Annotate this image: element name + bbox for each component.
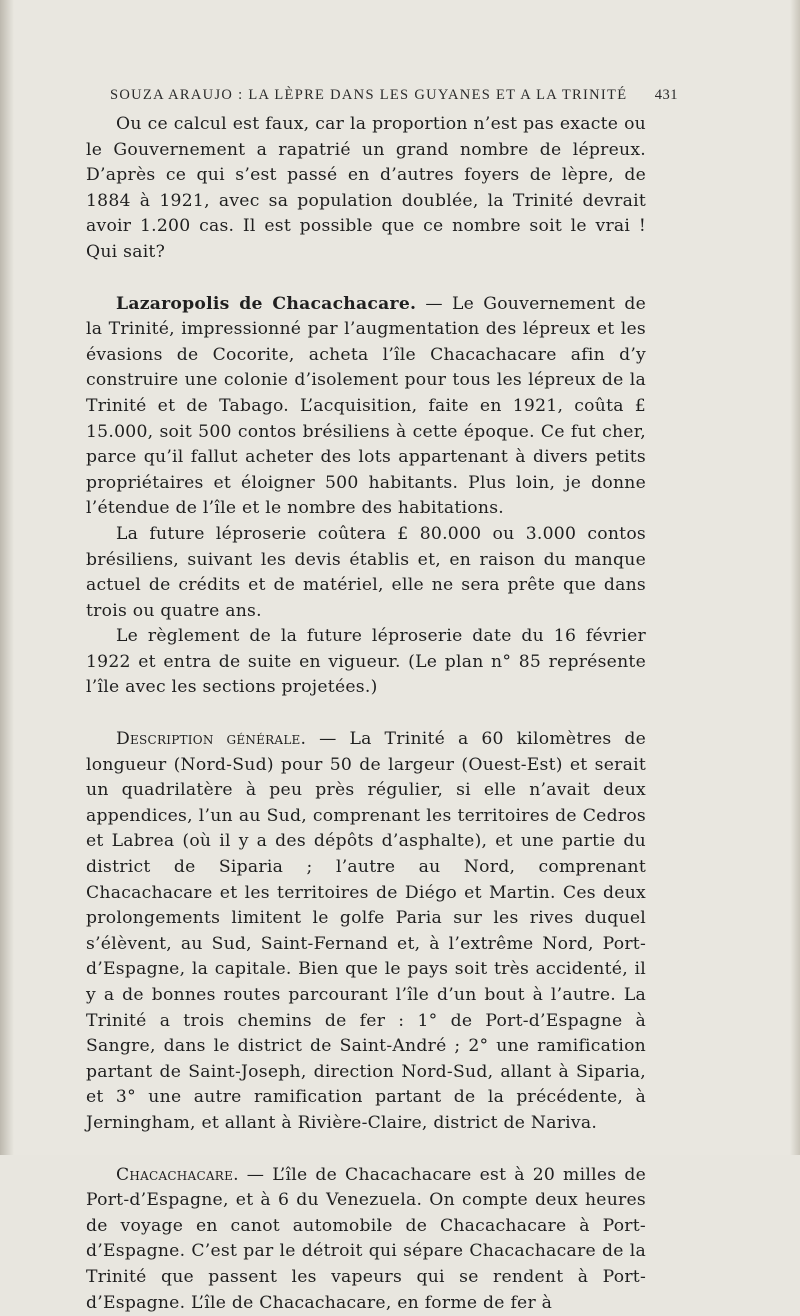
page-number: 431 <box>654 87 678 103</box>
page-edge-shadow <box>0 0 14 1155</box>
body-text <box>86 112 646 1316</box>
paragraph: Ou ce calcul est faux, car la proportion n’est pas exacte ou le Gouvernement a rapatrié un grand nombre de lépreux. D’après ce qui s’est passé en d’autres foyers de lèpre, de 1884 à 1921, avec sa population doublée, la Trinité devrait avoir 1.200 cas. Il est possible que ce nombre soit le vrai ! Qui sait? <box>86 114 646 262</box>
section-heading: Chacachacare. <box>116 1164 239 1185</box>
section-heading: Description générale. <box>116 729 307 750</box>
paragraph: Le règlement de la future léproserie date du 16 février 1922 et entra de suite en vigueur. (Le plan n° 85 représente l’île avec les sections projetées.) <box>86 626 646 698</box>
section-heading: Lazaropolis de Chacachacare. <box>116 293 417 314</box>
paragraph: La future léproserie coûtera £ 80.000 ou 3.000 contos brésiliens, suivant les devis établis et, en raison du manque actuel de crédits et de matériel, elle ne sera prête que dans trois ou quatre ans. <box>86 523 646 621</box>
paragraph: Chacachacare. — L’île de Chacachacare est à 20 milles de Port-d’Espagne, et à 6 du Venezuela. On compte deux heures de voyage en canot automobile de Chacachacare à Port-d’Espagne. C’est par le détroit qui sépare Chacachacare de la Trinité que passent les vapeurs qui se rendent à Port-d’Espagne. L’île de Chacachacare, en forme de fer à <box>86 1164 646 1313</box>
paragraph: Description générale. — La Trinité a 60 kilomètres de longueur (Nord-Sud) pour 50 de largeur (Ouest-Est) et serait un quadrilatère à peu près régulier, si elle n’avait deux appendices, l’un au Sud, comprenant les territoires de Cedros et Labrea (où il y a des dépôts d’asphalte), et une partie du district de Siparia ; l’autre au Nord, comprenant Chacachacare et les territoires de Diégo et Martin. Ces deux prolongements limitent le golfe Paria sur les rives duquel s’élèvent, au Sud, Saint-Fernand et, à l’extrême Nord, Port-d’Espagne, la capitale. Bien que le pays soit très accidenté, il y a de bonnes routes parcourant l’île d’un bout à l’autre. La Trinité a trois chemins de fer : 1° de Port-d’Espagne à Sangre, dans le district de Saint-André ; 2° une ramification partant de Saint-Joseph, direction Nord-Sud, allant à Siparia, et 3° une autre ramification partant de la précédente, à Jerningham, et allant à Rivière-Claire, district de Nariva. <box>86 729 647 1133</box>
page-edge-shadow <box>790 0 800 1155</box>
running-header <box>110 87 678 104</box>
paragraph: Lazaropolis de Chacachacare. — Le Gouvernement de la Trinité, impressionné par l’augmentation des lépreux et les évasions de Cocorite, acheta l’île Chacachacare afin d’y construire une colonie d’isolement pour tous les lépreux de la Trinité et de Tabago. L’acquisition, faite en 1921, coûta £ 15.000, soit 500 contos brésiliens à cette époque. Ce fut cher, parce qu’il fallut acheter des lots appartenant à divers petits propriétaires et éloigner 500 habitants. Plus loin, je donne l’étendue de l’île et le nombre des habitations. <box>86 293 646 519</box>
running-title: SOUZA ARAUJO : LA LÈPRE DANS LES GUYANES ET A LA TRINITÉ <box>110 87 628 103</box>
